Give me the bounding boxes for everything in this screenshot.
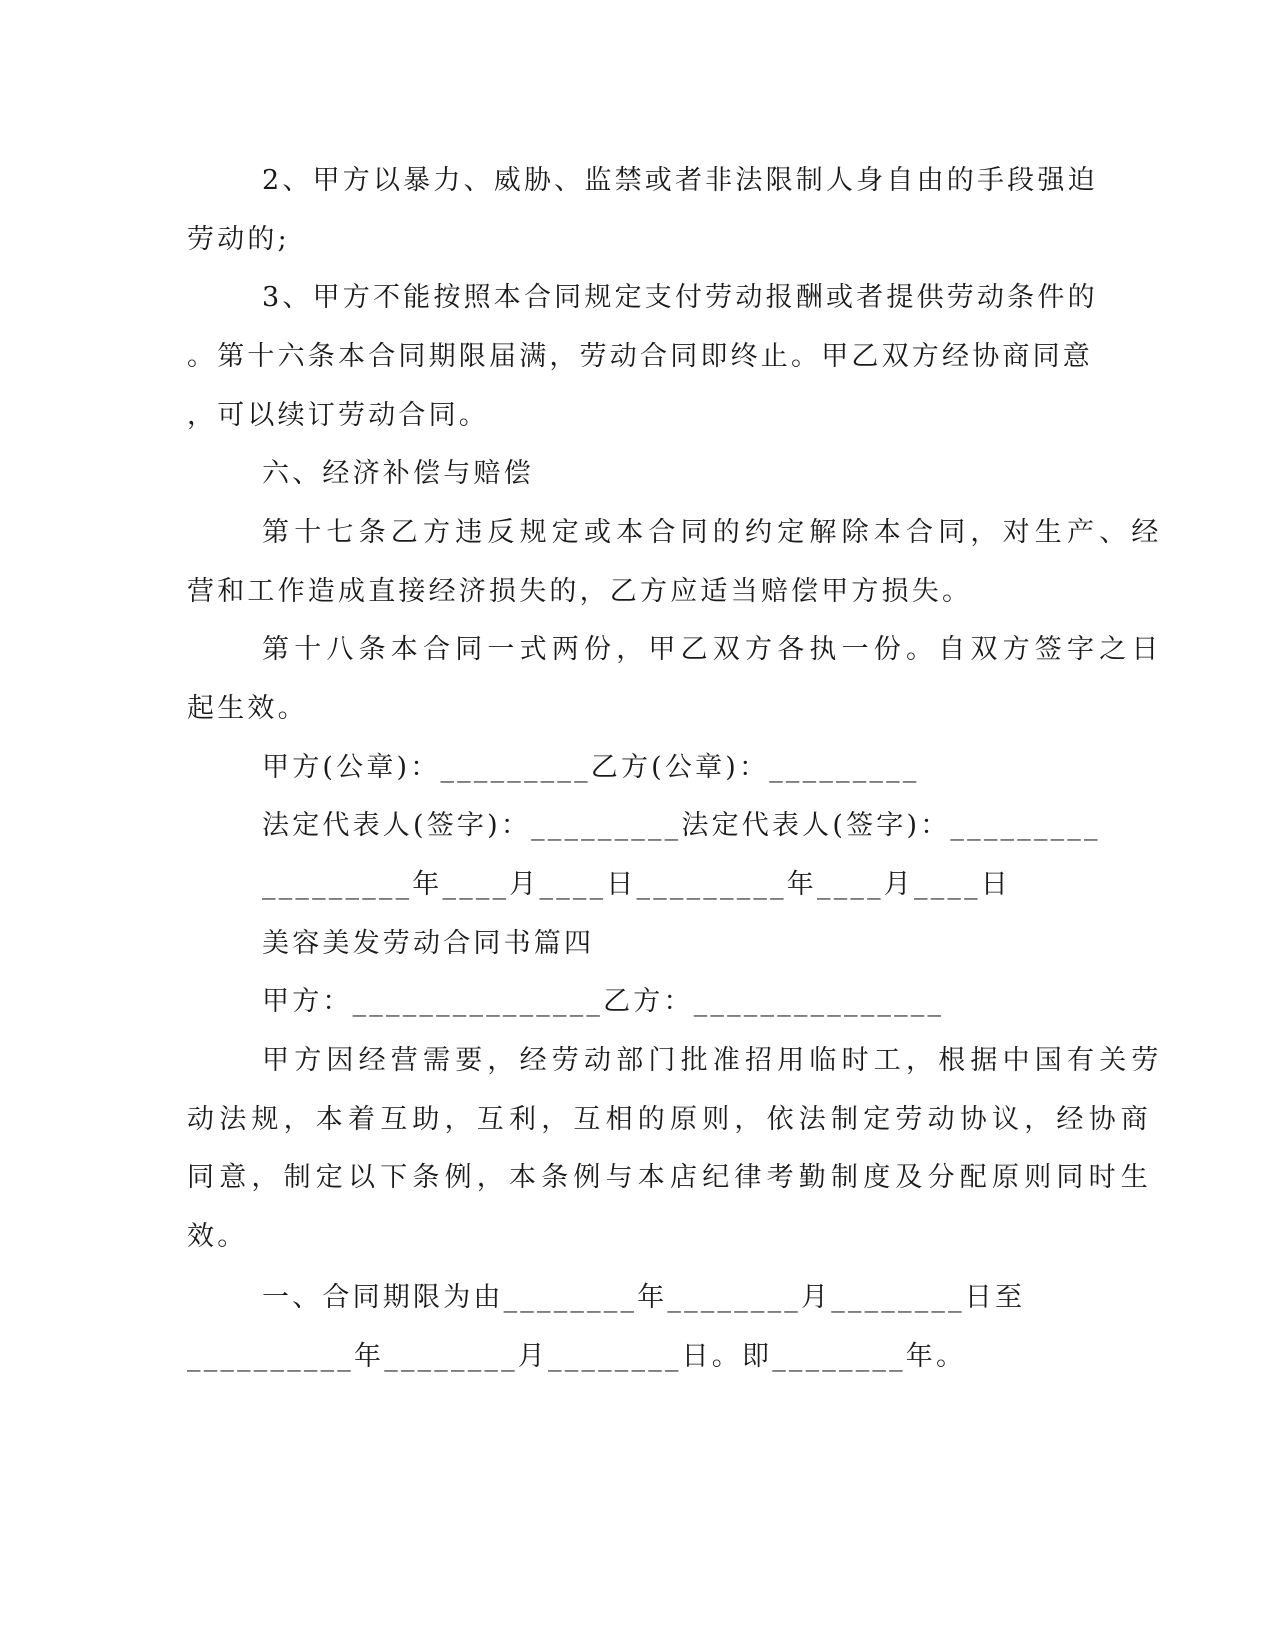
signature-line-seal: 甲方(公章)：_________乙方(公章)：_________ [262, 752, 920, 783]
signature-line-date: _________年____月____日_________年____月____日 [262, 869, 1011, 900]
paragraph-line: 劳动的; [187, 224, 290, 255]
paragraph-line: 甲方因经营需要，经劳动部门批准招用临时工，根据中国有关劳 [262, 1045, 1164, 1076]
section-heading: 六、经济补偿与赔偿 [262, 458, 534, 489]
paragraph-line: 起生效。 [187, 693, 308, 724]
signature-line-representative: 法定代表人(签字)：_________法定代表人(签字)：_________ [262, 810, 1101, 841]
section-title: 美容美发劳动合同书篇四 [262, 928, 595, 959]
paragraph-line: 动法规，本着互助，互利，互相的原则，依法制定劳动协议，经协商 [187, 1104, 1153, 1135]
paragraph-line: 2、甲方以暴力、威胁、监禁或者非法限制人身自由的手段强迫 [262, 165, 1098, 196]
paragraph-line: ，可以续订劳动合同。 [187, 400, 489, 431]
paragraph-line: 效。 [187, 1221, 248, 1252]
paragraph-line: 营和工作造成直接经济损失的，乙方应适当赔偿甲方损失。 [187, 576, 973, 607]
party-line: 甲方：_______________乙方：_______________ [262, 986, 945, 1017]
contract-term-line: __________年________月________日。即________年。 [187, 1341, 967, 1372]
paragraph-line: 同意，制定以下条例，本条例与本店纪律考勤制度及分配原则同时生 [187, 1162, 1153, 1193]
paragraph-line: 3、甲方不能按照本合同规定支付劳动报酬或者提供劳动条件的 [262, 282, 1098, 313]
paragraph-line: 第十八条本合同一式两份，甲乙双方各执一份。自双方签字之日 [262, 634, 1164, 665]
contract-term-line: 一、合同期限为由________年________月________日至 [262, 1282, 1026, 1313]
paragraph-line: 。第十六条本合同期限届满，劳动合同即终止。甲乙双方经协商同意 [187, 341, 1093, 372]
paragraph-line: 第十七条乙方违反规定或本合同的约定解除本合同，对生产、经 [262, 517, 1164, 548]
